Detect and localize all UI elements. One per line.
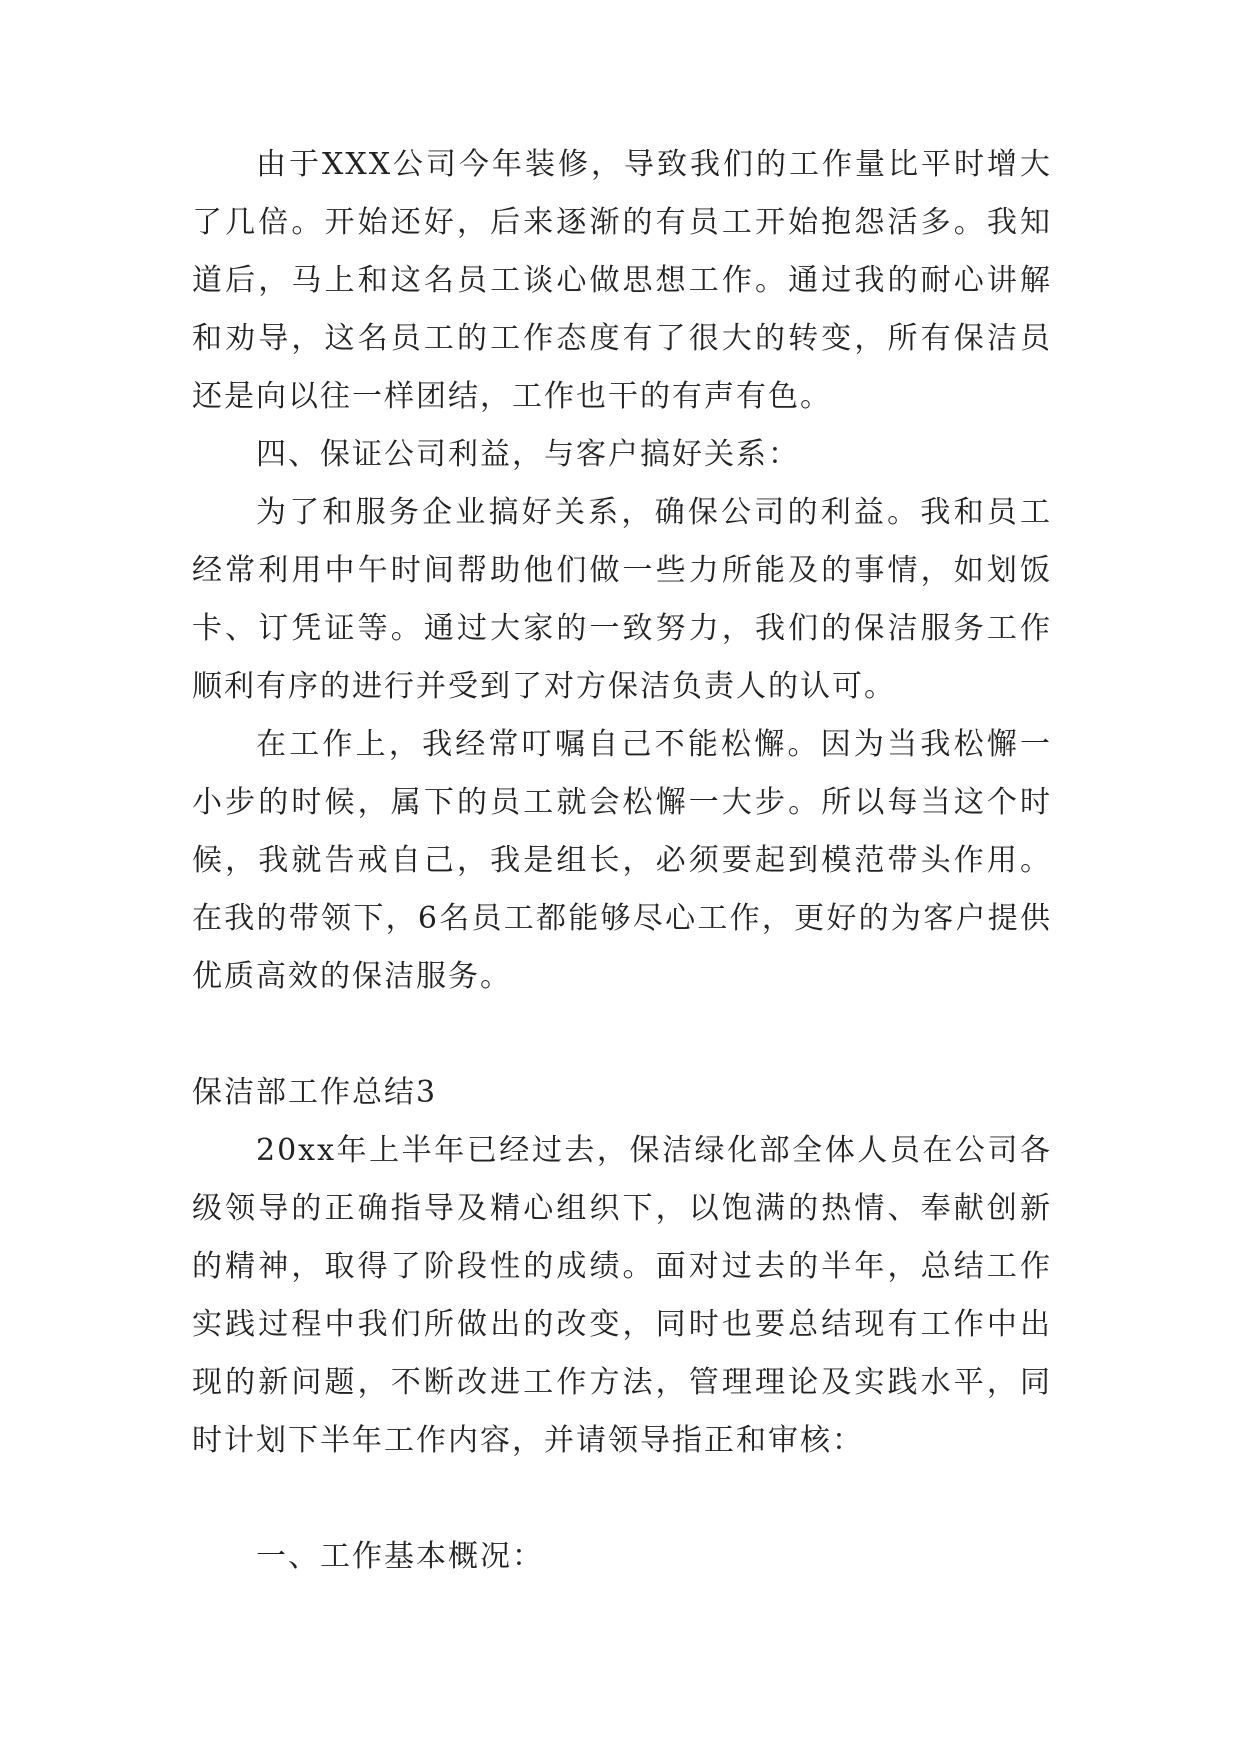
section-heading-overview: 一、工作基本概况： — [256, 1539, 544, 1574]
paragraph-half-year-summary: 20xx年上半年已经过去，保洁绿化部全体人员在公司各级领导的正确指导及精心组织下，以饱满的热情、奉献创新的精神，取得了阶段性的成绩。面对过去的半年，总结工作实践过程中我们所做出的改变，同时也要总结现有工作中出现的新问题，不断改进工作方法，管理理论及实践水平，同时计划下半年工作内容，并请领导指正和审核： — [192, 1133, 1052, 1458]
paragraph-leadership: 在工作上，我经常叮嘱自己不能松懈。因为当我松懈一小步的时候，属下的员工就会松懈一大步。所以每当这个时候，我就告戒自己，我是组长，必须要起到模范带头作用。在我的带领下，6名员工都能够尽心工作，更好的为客户提供优质高效的保洁服务。 — [192, 727, 1052, 994]
document-section-title: 保洁部工作总结3 — [192, 1075, 438, 1110]
section-heading-client-relations: 四、保证公司利益，与客户搞好关系： — [256, 437, 800, 472]
paragraph-renovation-workload: 由于XXX公司今年装修，导致我们的工作量比平时增大了几倍。开始还好，后来逐渐的有员工开始抱怨活多。我知道后，马上和这名员工谈心做思想工作。通过我的耐心讲解和劝导，这名员工的工作态度有了很大的转变，所有保洁员还是向以往一样团结，工作也干的有声有色。 — [192, 147, 1052, 414]
paragraph-client-relations: 为了和服务企业搞好关系，确保公司的利益。我和员工经常利用中午时间帮助他们做一些力所能及的事情，如划饭卡、订凭证等。通过大家的一致努力，我们的保洁服务工作顺利有序的进行并受到了对方保洁负责人的认可。 — [192, 495, 1052, 704]
